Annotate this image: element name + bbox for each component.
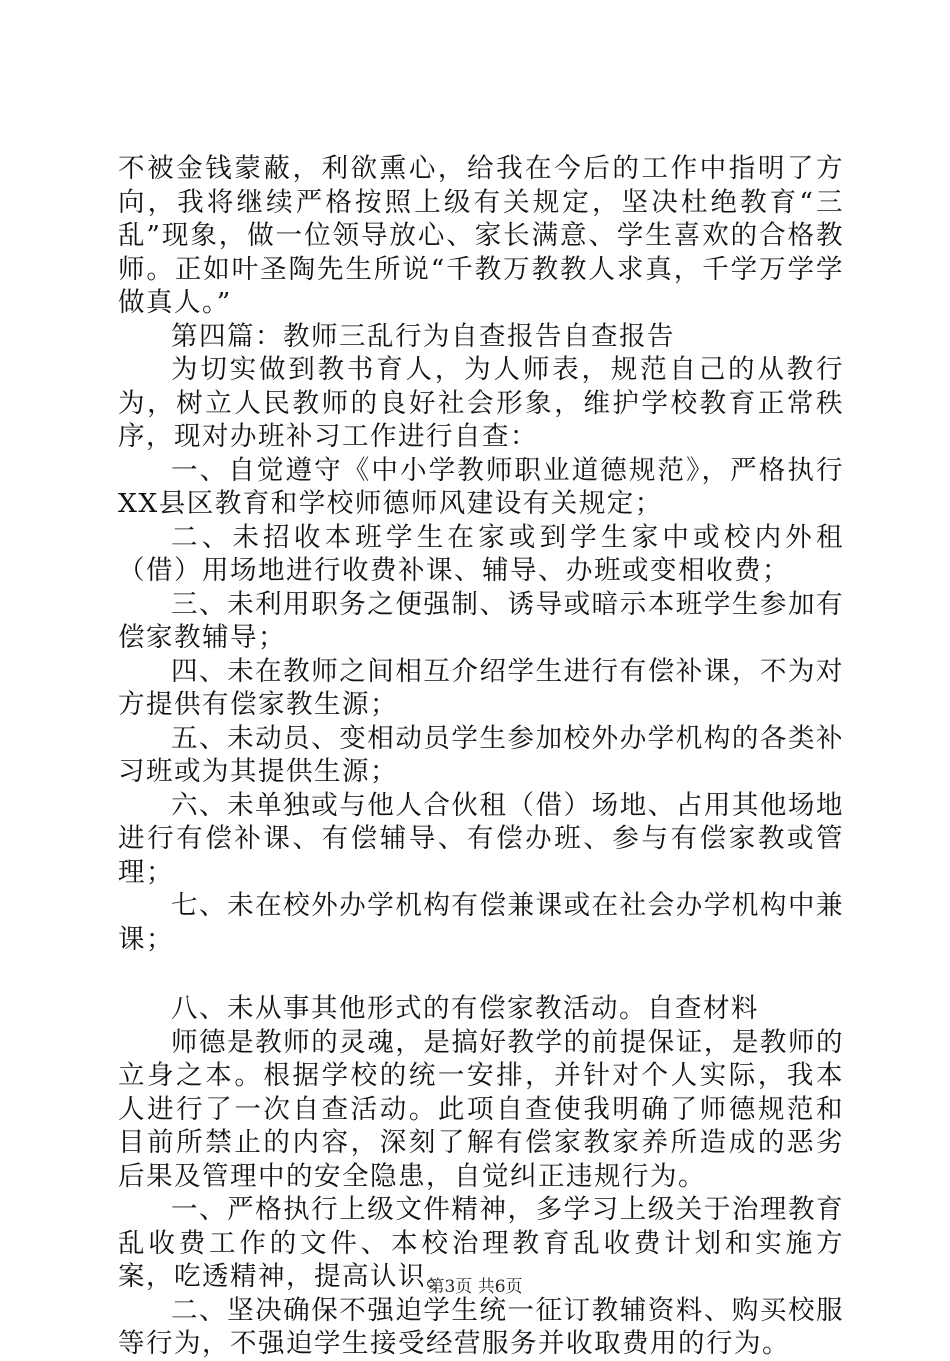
- list-item-1: 一、自觉遵守《中小学教师职业道德规范》，严格执行XX县区教育和学校师德师风建设有关规定；: [118, 454, 844, 519]
- list-item-4: 四、未在教师之间相互介绍学生进行有偿补课，不为对方提供有偿家教生源；: [118, 655, 844, 720]
- list-item-7: 七、未在校外办学机构有偿兼课或在社会办学机构中兼课；: [118, 890, 844, 955]
- page-number-footer: 第3页 共6页: [427, 1277, 523, 1297]
- list-item-8: 八、未从事其他形式的有偿家教活动。自查材料: [171, 993, 759, 1024]
- section-heading-part-four: 第四篇：教师三乱行为自查报告自查报告: [171, 320, 675, 352]
- list-item-2: 二、未招收本班学生在家或到学生家中或校内外租（借）用场地进行收费补课、辅导、办班或变相收费；: [118, 521, 844, 586]
- list-item-point-1: 一、严格执行上级文件精神，多学习上级关于治理教育乱收费工作的文件、本校治理教育乱收费计划和实施方案，吃透精神，提高认识。: [118, 1194, 844, 1292]
- blank-line: [118, 956, 844, 992]
- paragraph-self-check: 师德是教师的灵魂，是搞好教学的前提保证，是教师的立身之本。根据学校的统一安排，并针对个人实际，我本人进行了一次自查活动。此项自查使我明确了师德规范和目前所禁止的内容，深刻了解有偿家教家养所造成的恶劣后果及管理中的安全隐患，自觉纠正违规行为。: [118, 1026, 844, 1192]
- list-item-6: 六、未单独或与他人合伙租（借）场地、占用其他场地进行有偿补课、有偿辅导、有偿办班、参与有偿家教或管理；: [118, 789, 844, 888]
- document-body: [118, 152, 844, 1361]
- list-item-5: 五、未动员、变相动员学生参加校外办学机构的各类补习班或为其提供生源；: [118, 722, 844, 787]
- paragraph-intro: 为切实做到教书育人，为人师表，规范自己的从教行为，树立人民教师的良好社会形象，维护学校教育正常秩序，现对办班补习工作进行自查：: [118, 354, 844, 452]
- list-item-3: 三、未利用职务之便强制、诱导或暗示本班学生参加有偿家教辅导；: [118, 588, 844, 653]
- paragraph-continued: 不被金钱蒙蔽，利欲熏心，给我在今后的工作中指明了方向，我将继续严格按照上级有关规定，坚决杜绝教育“三乱”现象，做一位领导放心、家长满意、学生喜欢的合格教师。正如叶圣陶先生所说“千教万教教人求真，千学万学学做真人。”: [118, 153, 844, 318]
- list-item-point-2: 二、坚决确保不强迫学生统一征订教辅资料、购买校服等行为，不强迫学生接受经营服务并收取费用的行为。: [118, 1294, 844, 1359]
